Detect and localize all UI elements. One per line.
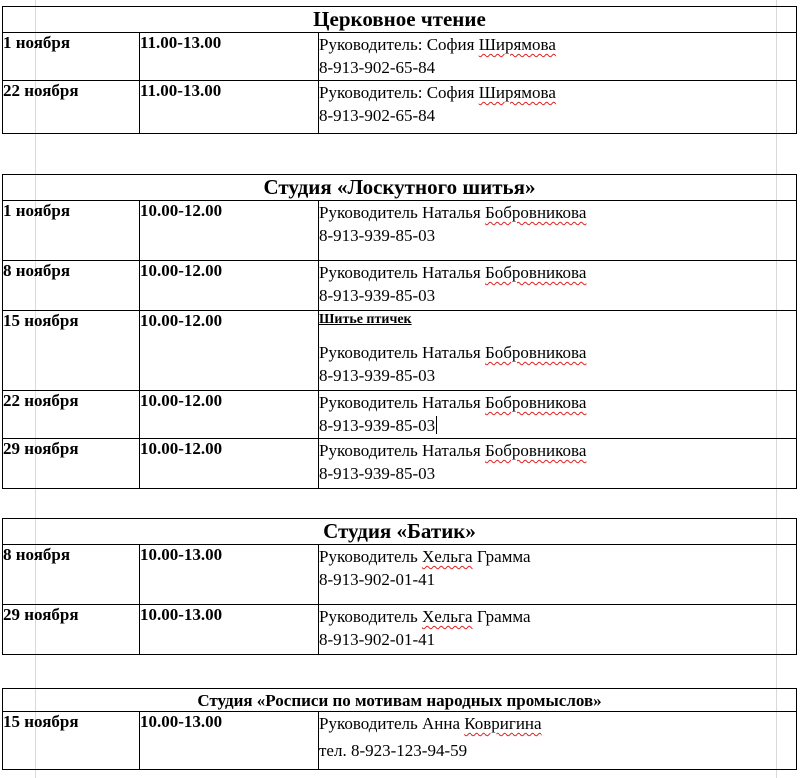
- phone-text: 8-913-939-85-03: [319, 464, 436, 483]
- topic-text: Шитье птичек: [319, 312, 412, 327]
- leader-text: Руководитель: София: [319, 35, 479, 54]
- leader-surname: Ковригина: [464, 714, 542, 733]
- leader-surname: Бобровникова: [485, 441, 587, 460]
- leader-surname: Бобровникова: [485, 263, 587, 282]
- section-table-patchwork: [2, 174, 797, 489]
- leader-text: Руководитель Наталья: [319, 203, 485, 222]
- leader-cell: [319, 439, 797, 489]
- date-cell: 15 ноября: [3, 311, 140, 391]
- leader-text-suffix: Грамма: [472, 607, 531, 626]
- leader-surname: Бобровникова: [485, 393, 587, 412]
- phone-text: 8-913-939-85-03: [319, 286, 436, 305]
- time-cell: 10.00-12.00: [140, 261, 319, 311]
- leader-surname: Хельга: [421, 607, 473, 626]
- leader-surname: Ширямова: [478, 35, 556, 54]
- date-cell: 8 ноября: [3, 545, 140, 605]
- leader-cell: [319, 311, 797, 391]
- leader-surname: Бобровникова: [485, 203, 587, 222]
- section-table-batik: [2, 518, 797, 655]
- leader-cell: [319, 545, 797, 605]
- phone-text: 8-913-902-65-84: [319, 58, 436, 77]
- leader-cell: [319, 33, 797, 81]
- leader-text-suffix: Грамма: [472, 547, 531, 566]
- date-cell: 8 ноября: [3, 261, 140, 311]
- phone-text: 8-913-902-01-41: [319, 570, 436, 589]
- section-table-church-reading: [2, 6, 797, 134]
- leader-text: Руководитель Анна: [319, 714, 465, 733]
- phone-text: 8-913-939-85-03: [319, 226, 436, 245]
- time-cell: 10.00-12.00: [140, 391, 319, 439]
- leader-text: Руководитель Наталья: [319, 343, 485, 362]
- leader-text: Руководитель Наталья: [319, 393, 485, 412]
- leader-text: Руководитель Наталья: [319, 263, 485, 282]
- section-title: Студия «Батик»: [3, 519, 797, 545]
- section-table-folk-painting: [2, 688, 797, 770]
- leader-surname: Бобровникова: [485, 343, 587, 362]
- date-cell: 29 ноября: [3, 605, 140, 655]
- date-cell: 1 ноября: [3, 201, 140, 261]
- leader-text: Руководитель: [319, 607, 422, 626]
- leader-cell: [319, 605, 797, 655]
- section-title: Студия «Лоскутного шитья»: [3, 175, 797, 201]
- phone-text: 8-913-939-85-03: [319, 416, 436, 435]
- phone-text: 8-913-939-85-03: [319, 366, 436, 385]
- text-cursor: [436, 416, 437, 434]
- leader-surname: Ширямова: [478, 83, 556, 102]
- time-cell: 10.00-13.00: [140, 712, 319, 770]
- time-cell: 10.00-12.00: [140, 439, 319, 489]
- date-cell: 15 ноября: [3, 712, 140, 770]
- leader-text: Руководитель: [319, 547, 422, 566]
- time-cell: 10.00-12.00: [140, 201, 319, 261]
- leader-text: Руководитель: София: [319, 83, 479, 102]
- leader-cell: [319, 201, 797, 261]
- date-cell: 22 ноября: [3, 81, 140, 134]
- phone-text: тел. 8-923-123-94-59: [319, 741, 468, 760]
- section-title: Студия «Росписи по мотивам народных промыслов»: [3, 689, 797, 712]
- time-cell: 10.00-13.00: [140, 605, 319, 655]
- leader-cell: [319, 712, 797, 770]
- leader-cell: [319, 81, 797, 134]
- leader-cell: [319, 391, 797, 439]
- phone-text: 8-913-902-65-84: [319, 106, 436, 125]
- phone-text: 8-913-902-01-41: [319, 630, 436, 649]
- leader-surname: Хельга: [421, 547, 473, 566]
- section-title: Церковное чтение: [3, 7, 797, 33]
- date-cell: 1 ноября: [3, 33, 140, 81]
- time-cell: 11.00-13.00: [140, 33, 319, 81]
- time-cell: 11.00-13.00: [140, 81, 319, 134]
- time-cell: 10.00-12.00: [140, 311, 319, 391]
- leader-text: Руководитель Наталья: [319, 441, 485, 460]
- leader-cell: [319, 261, 797, 311]
- time-cell: 10.00-13.00: [140, 545, 319, 605]
- date-cell: 22 ноября: [3, 391, 140, 439]
- date-cell: 29 ноября: [3, 439, 140, 489]
